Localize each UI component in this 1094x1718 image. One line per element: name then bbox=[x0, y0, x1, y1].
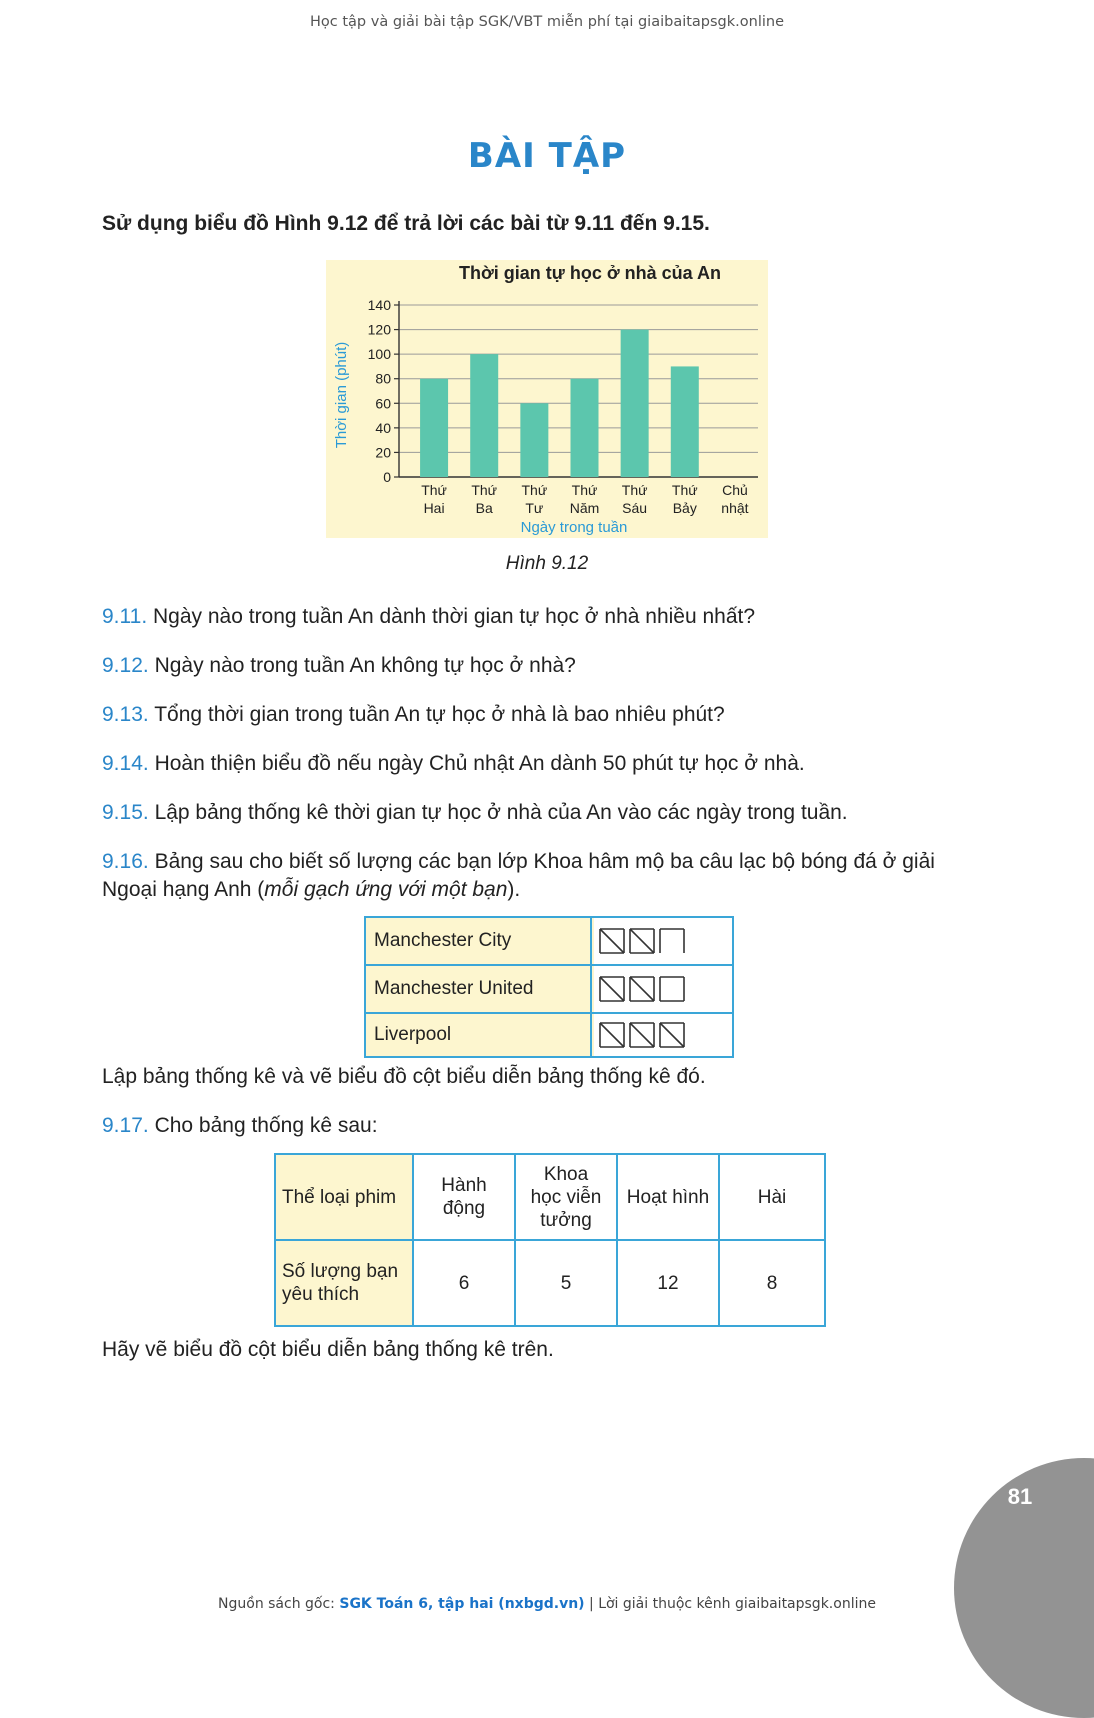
row-header-count bbox=[276, 1241, 412, 1325]
x-tick-label: Thứ bbox=[571, 482, 598, 498]
club-name: Liverpool bbox=[366, 1014, 592, 1056]
bar bbox=[621, 330, 649, 477]
exercise-text-2b: ). bbox=[507, 878, 521, 901]
tally-row bbox=[366, 1014, 732, 1056]
genre-cell bbox=[414, 1155, 514, 1239]
exercise-text: Tổng thời gian trong tuần An tự học ở nhà là bao nhiêu phút? bbox=[154, 703, 725, 726]
exercise-9-12 bbox=[102, 652, 1002, 680]
y-tick-label: 60 bbox=[375, 395, 391, 412]
bar bbox=[571, 379, 599, 477]
film-table bbox=[274, 1153, 826, 1327]
row-header-genre: Thể loại phim bbox=[276, 1155, 412, 1239]
genre-line: học viễn bbox=[530, 1186, 602, 1208]
tally-table bbox=[364, 916, 734, 1058]
exercise-number: 9.13. bbox=[102, 703, 149, 726]
genre-cell bbox=[516, 1155, 616, 1239]
x-tick-label: Sáu bbox=[622, 500, 648, 516]
exercise-number: 9.14. bbox=[102, 752, 149, 775]
exercise-number: 9.11. bbox=[102, 605, 148, 628]
exercise-9-16 bbox=[102, 848, 1002, 904]
y-tick-label: 0 bbox=[383, 469, 391, 485]
exercise-text: Ngày nào trong tuần An dành thời gian tự học ở nhà nhiều nhất? bbox=[153, 605, 756, 628]
y-tick-label: 80 bbox=[375, 370, 391, 387]
bar bbox=[420, 379, 448, 477]
footer bbox=[0, 1596, 1094, 1612]
genre-line: động bbox=[442, 1198, 486, 1219]
tally-marks-svg bbox=[594, 1014, 732, 1056]
tally-row bbox=[366, 966, 732, 1012]
tally-marks bbox=[594, 1014, 732, 1056]
figure-caption: Hình 9.12 bbox=[505, 553, 589, 574]
x-tick-label: Tư bbox=[525, 500, 544, 516]
tally-marks-svg bbox=[594, 966, 732, 1012]
y-tick-label: 40 bbox=[375, 419, 391, 436]
genre-cell: Hài bbox=[757, 1186, 787, 1208]
x-tick-label: Thứ bbox=[471, 482, 498, 498]
exercise-number: 9.16. bbox=[102, 850, 149, 873]
tally-row bbox=[366, 918, 732, 964]
row-header-line: yêu thích bbox=[282, 1284, 360, 1305]
genre-cell: Hoạt hình bbox=[626, 1186, 710, 1208]
tally-stroke bbox=[660, 1023, 684, 1047]
exercise-9-13 bbox=[102, 701, 1002, 729]
club-name: Manchester City bbox=[366, 918, 592, 964]
genre-line: Khoa bbox=[543, 1163, 589, 1185]
exercise-text: Cho bảng thống kê sau: bbox=[154, 1114, 378, 1137]
x-tick-label: Thứ bbox=[671, 482, 698, 498]
bar-chart bbox=[326, 260, 768, 538]
tally-marks bbox=[594, 966, 732, 1012]
bar bbox=[671, 366, 699, 477]
exercise-number: 9.15. bbox=[102, 801, 149, 824]
y-tick-label: 140 bbox=[367, 297, 391, 313]
count-cell: 6 bbox=[458, 1272, 470, 1294]
x-tick-label: Chủ bbox=[722, 482, 748, 498]
intro-text: Sử dụng biểu đồ Hình 9.12 để trả lời các bài từ 9.11 đến 9.15. bbox=[102, 212, 710, 235]
exercise-text: Bảng sau cho biết số lượng các bạn lớp Khoa hâm mộ ba câu lạc bộ bóng đá ở giải bbox=[154, 850, 935, 873]
tally-stroke bbox=[600, 929, 624, 953]
exercise-text: Ngày nào trong tuần An không tự học ở nhà? bbox=[154, 654, 576, 677]
row-header-line: Số lượng bạn bbox=[282, 1261, 399, 1282]
exercise-9-15 bbox=[102, 799, 1002, 827]
section-title: BÀI TẬP bbox=[467, 136, 627, 176]
exercise-9-16-task: Lập bảng thống kê và vẽ biểu đồ cột biểu diễn bảng thống kê đó. bbox=[102, 1065, 706, 1088]
x-tick-label: nhật bbox=[721, 500, 749, 516]
x-tick-label: Năm bbox=[569, 500, 600, 516]
bar bbox=[470, 354, 498, 477]
exercise-text: Lập bảng thống kê thời gian tự học ở nhà của An vào các ngày trong tuần. bbox=[154, 801, 848, 824]
count-cell: 8 bbox=[766, 1272, 778, 1294]
chart-svg bbox=[326, 260, 768, 538]
x-tick-label: Thứ bbox=[521, 482, 548, 498]
x-tick-label: Bảy bbox=[672, 500, 697, 516]
exercise-text: Hoàn thiện biểu đồ nếu ngày Chủ nhật An dành 50 phút tự học ở nhà. bbox=[154, 752, 805, 775]
footer-suffix: | Lời giải thuộc kênh giaibaitapsgk.online bbox=[584, 1596, 876, 1612]
site-header: Học tập và giải bài tập SGK/VBT miễn phí tại giaibaitapsgk.online bbox=[310, 14, 784, 30]
exercise-9-17 bbox=[102, 1112, 1002, 1140]
y-tick-label: 100 bbox=[367, 346, 391, 363]
genre-line: tưởng bbox=[540, 1209, 592, 1231]
exercise-text-2i: mỗi gạch ứng với một bạn bbox=[264, 878, 508, 901]
exercise-9-11 bbox=[102, 603, 1002, 631]
x-axis-label: Ngày trong tuần bbox=[520, 519, 628, 536]
exercise-9-17-task: Hãy vẽ biểu đồ cột biểu diễn bảng thống kê trên. bbox=[102, 1338, 554, 1361]
bar bbox=[520, 403, 548, 477]
count-cell: 12 bbox=[657, 1272, 679, 1294]
exercise-number: 9.17. bbox=[102, 1114, 149, 1137]
tally-stroke bbox=[630, 929, 654, 953]
x-tick-label: Ba bbox=[475, 500, 493, 516]
y-axis-label: Thời gian (phút) bbox=[333, 341, 350, 449]
tally-stroke bbox=[600, 1023, 624, 1047]
exercise-number: 9.12. bbox=[102, 654, 149, 677]
page-number: 81 bbox=[1007, 1484, 1033, 1509]
chart-title: Thời gian tự học ở nhà của An bbox=[459, 263, 721, 283]
club-name: Manchester United bbox=[366, 966, 592, 1012]
x-tick-label: Thứ bbox=[621, 482, 648, 498]
tally-marks bbox=[594, 918, 732, 964]
footer-source-link[interactable]: SGK Toán 6, tập hai (nxbgd.vn) bbox=[339, 1596, 585, 1612]
tally-stroke bbox=[630, 1023, 654, 1047]
genre-line: Hành bbox=[441, 1175, 487, 1196]
footer-prefix: Nguồn sách gốc: bbox=[218, 1596, 340, 1612]
tally-stroke bbox=[600, 977, 624, 1001]
tally-marks-svg bbox=[594, 918, 732, 964]
y-tick-label: 20 bbox=[375, 444, 391, 461]
x-tick-label: Hai bbox=[423, 500, 445, 516]
exercise-text-2a: Ngoại hạng Anh ( bbox=[102, 878, 265, 901]
exercise-9-14 bbox=[102, 750, 1002, 778]
tally-stroke bbox=[630, 977, 654, 1001]
x-tick-label: Thứ bbox=[421, 482, 447, 498]
y-tick-label: 120 bbox=[367, 321, 391, 338]
count-cell: 5 bbox=[560, 1272, 572, 1294]
